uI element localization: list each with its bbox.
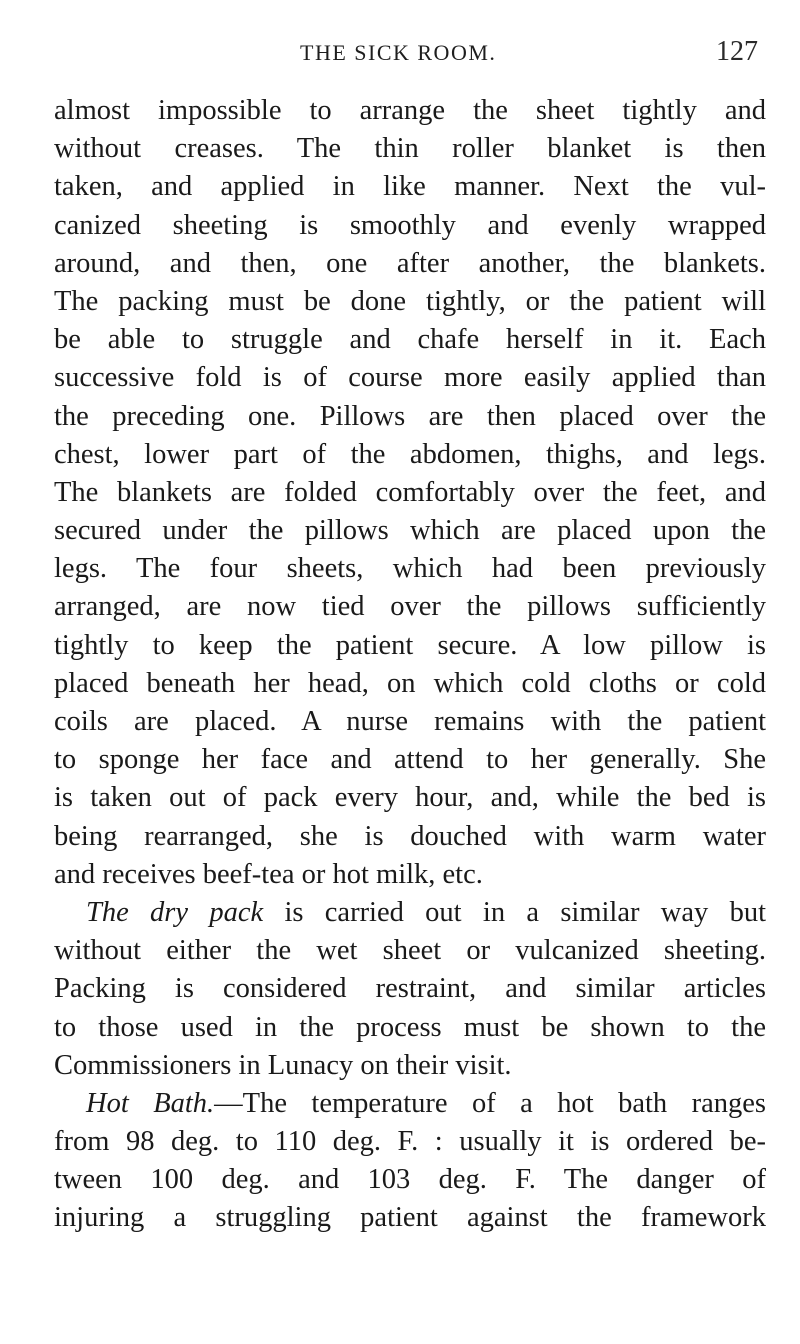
text-line: almost impossible to arrange the sheet tightly and <box>54 95 766 126</box>
text-line: injuring a struggling patient against the framework <box>54 1202 766 1234</box>
text-line: successive fold is of course more easily applied than <box>54 362 766 394</box>
text-line: tween 100 deg. and 103 deg. F. The danger of <box>54 1164 766 1196</box>
text-line: coils are placed. A nurse remains with the patient <box>54 706 766 737</box>
text-line: tightly to keep the patient secure. A low pillow is <box>54 629 766 661</box>
text-line: around, and then, one after another, the blankets. <box>54 247 766 279</box>
text-line: to those used in the process must be shown to the <box>54 1011 766 1043</box>
dry-pack-heading: The dry pack <box>86 896 264 928</box>
running-title: THE SICK ROOM. <box>300 40 497 65</box>
page-number: 127 <box>716 36 758 67</box>
text-line: without either the wet sheet or vulcanized sheeting. <box>54 935 766 967</box>
text-line: arranged, are now tied over the pillows sufficiently <box>54 591 766 623</box>
text-line: taken, and applied in like manner. Next the vul- <box>54 171 766 203</box>
text-line: and receives beef-tea or hot milk, etc. <box>54 858 483 890</box>
text-line: is taken out of pack every hour, and, while the bed is <box>54 782 766 814</box>
text-line: the preceding one. Pillows are then placed over the <box>54 400 766 432</box>
text-line: placed beneath her head, on which cold cloths or cold <box>54 667 766 699</box>
text-line: being rearranged, she is douched with warm water <box>54 820 766 852</box>
text-line: without creases. The thin roller blanket is then <box>54 133 766 165</box>
text-line: to sponge her face and attend to her generally. She <box>54 744 766 776</box>
dry-pack-paragraph-start <box>54 894 766 932</box>
text-line: The blankets are folded comfortably over the feet, and <box>54 476 766 508</box>
text-line: Packing is considered restraint, and similar articles <box>54 973 766 1005</box>
text-run: is carried out in a similar way but <box>263 896 766 928</box>
text-run: —The temperature of a hot bath ranges <box>214 1087 766 1119</box>
text-line: The packing must be done tightly, or the patient will <box>54 285 766 317</box>
text-line: be able to struggle and chafe herself in it. Each <box>54 324 766 356</box>
text-line: legs. The four sheets, which had been previously <box>54 553 766 585</box>
hot-bath-heading: Hot Bath. <box>86 1087 215 1119</box>
running-head <box>0 36 800 70</box>
text-line: chest, lower part of the abdomen, thighs, and legs. <box>54 438 766 470</box>
text-line: from 98 deg. to 110 deg. F. : usually it is ordered be- <box>54 1126 766 1158</box>
body-text <box>54 92 766 1238</box>
text-line: Commissioners in Lunacy on their visit. <box>54 1049 512 1081</box>
text-line: canized sheeting is smoothly and evenly wrapped <box>54 209 766 241</box>
text-line: secured under the pillows which are placed upon the <box>54 515 766 547</box>
hot-bath-paragraph-start <box>54 1085 766 1123</box>
